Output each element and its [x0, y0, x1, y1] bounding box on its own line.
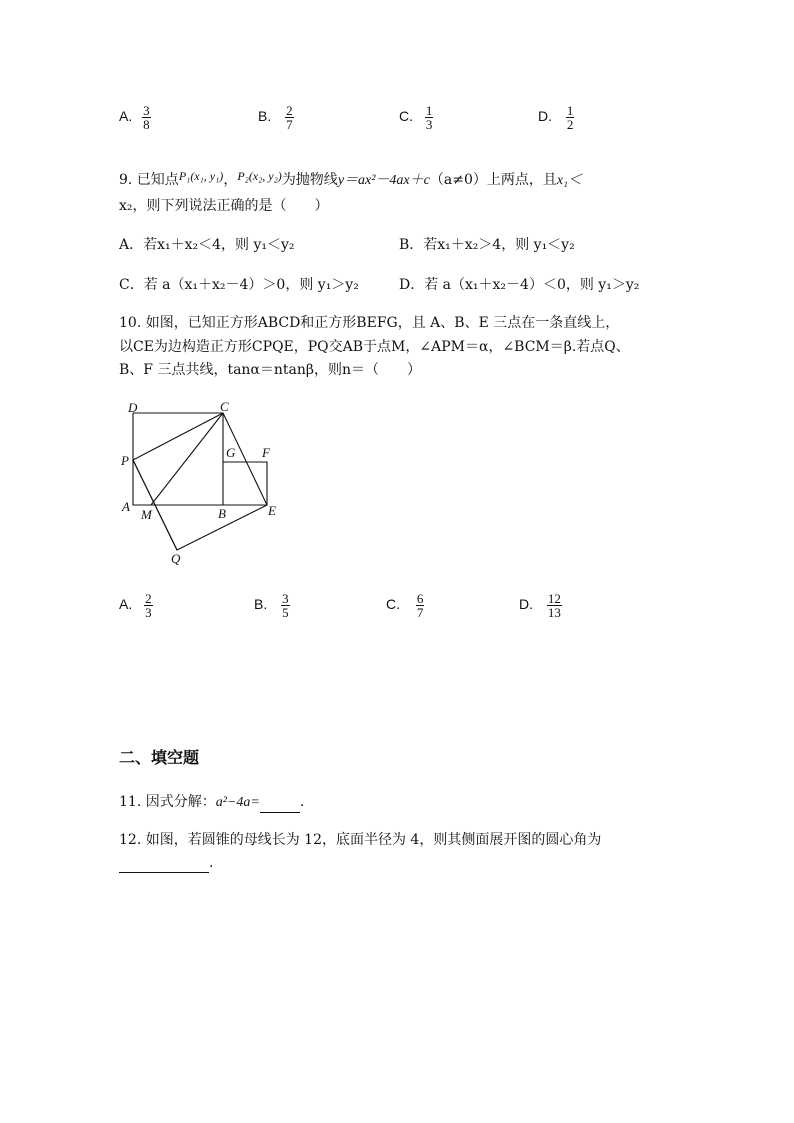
label-b: B — [218, 506, 226, 521]
q10-option-c[interactable]: C. $\frac{6}{7}$ — [386, 591, 424, 620]
q10-option-d[interactable]: D. $\frac{12}{13}$ — [519, 591, 561, 620]
q8-option-c[interactable]: C. $\frac{1}{3}$ — [399, 103, 433, 132]
q8-option-b[interactable]: B. $\frac{2}{7}$ — [258, 103, 293, 132]
q9-option-b[interactable]: B．若x₁＋x₂＞4，则 y₁＜y₂ — [399, 237, 575, 253]
square-abcd — [133, 413, 223, 505]
q10-line-2: 以CE为边构造正方形CPQE，PQ交AB于点M，∠APM＝α，∠BCM＝β.若点Q、 — [119, 339, 630, 355]
q10-option-b-fraction: $\frac{3}{5}$ — [282, 591, 289, 620]
label-c: C — [220, 399, 229, 414]
q10-option-c-fraction: $\frac{6}{7}$ — [416, 591, 424, 620]
q9-option-a[interactable]: A．若x₁＋x₂＜4，则 y₁＜y₂ — [119, 237, 295, 253]
label-m: M — [141, 507, 152, 522]
square-cpqe — [133, 413, 267, 550]
q9-option-c[interactable]: C．若 a（x₁＋x₂－4）＞0，则 y₁＞y₂ — [119, 277, 359, 293]
question-11: 11. 因式分解：a²−4a= . — [119, 792, 304, 813]
q9-option-d[interactable]: D．若 a（x₁＋x₂－4）＜0，则 y₁＞y₂ — [399, 277, 640, 293]
segment-cm — [151, 413, 223, 505]
q9-line-1: 9. 已知点P₁(x₁, y₁)，P₂(x₂, y₂)为抛物线y＝ax²－4ax＋c（a≠0）上两点，且x₁＜ — [119, 169, 582, 188]
q8-option-c-fraction: $\frac{1}{3}$ — [425, 103, 433, 132]
label-e: E — [268, 503, 276, 518]
q10-option-b[interactable]: B. $\frac{3}{5}$ — [254, 591, 289, 620]
q10-option-a-fraction: $\frac{2}{3}$ — [145, 591, 152, 620]
q12-answer-blank[interactable] — [119, 856, 209, 873]
q10-line-3: B、F 三点共线，tanα＝ntanβ，则n＝（ ） — [119, 362, 422, 378]
label-a: A — [122, 499, 130, 514]
square-befg — [223, 462, 267, 505]
q11-answer-blank[interactable] — [260, 812, 300, 813]
q9-line-2: x₂，则下列说法正确的是（ ） — [119, 198, 329, 214]
section-heading-fill-in: 二、填空题 — [119, 748, 200, 767]
label-f: F — [262, 445, 270, 460]
q8-option-a[interactable]: A. $\frac{3}{8}$ — [119, 103, 150, 132]
q8-option-d[interactable]: D. $\frac{1}{2}$ — [538, 103, 574, 132]
q8-option-d-fraction: $\frac{1}{2}$ — [566, 103, 574, 132]
q12-line-2: . — [119, 853, 213, 873]
label-g: G — [226, 445, 236, 460]
q10-line-1: 10. 如图，已知正方形ABCD和正方形BEFG，且 A、B、E 三点在一条直线上， — [119, 315, 620, 331]
q12-line-1: 12. 如图，若圆锥的母线长为 12，底面半径为 4，则其侧面展开图的圆心角为 — [119, 832, 602, 848]
q10-option-d-fraction: $\frac{12}{13}$ — [547, 591, 561, 620]
q8-option-b-fraction: $\frac{2}{7}$ — [286, 103, 293, 132]
q8-option-a-fraction: $\frac{3}{8}$ — [143, 103, 150, 132]
q10-option-a[interactable]: A. $\frac{2}{3}$ — [119, 591, 152, 620]
label-d: D — [128, 400, 138, 415]
label-q: Q — [171, 551, 181, 566]
label-p: P — [121, 453, 129, 468]
q10-geometry-figure — [110, 395, 290, 570]
